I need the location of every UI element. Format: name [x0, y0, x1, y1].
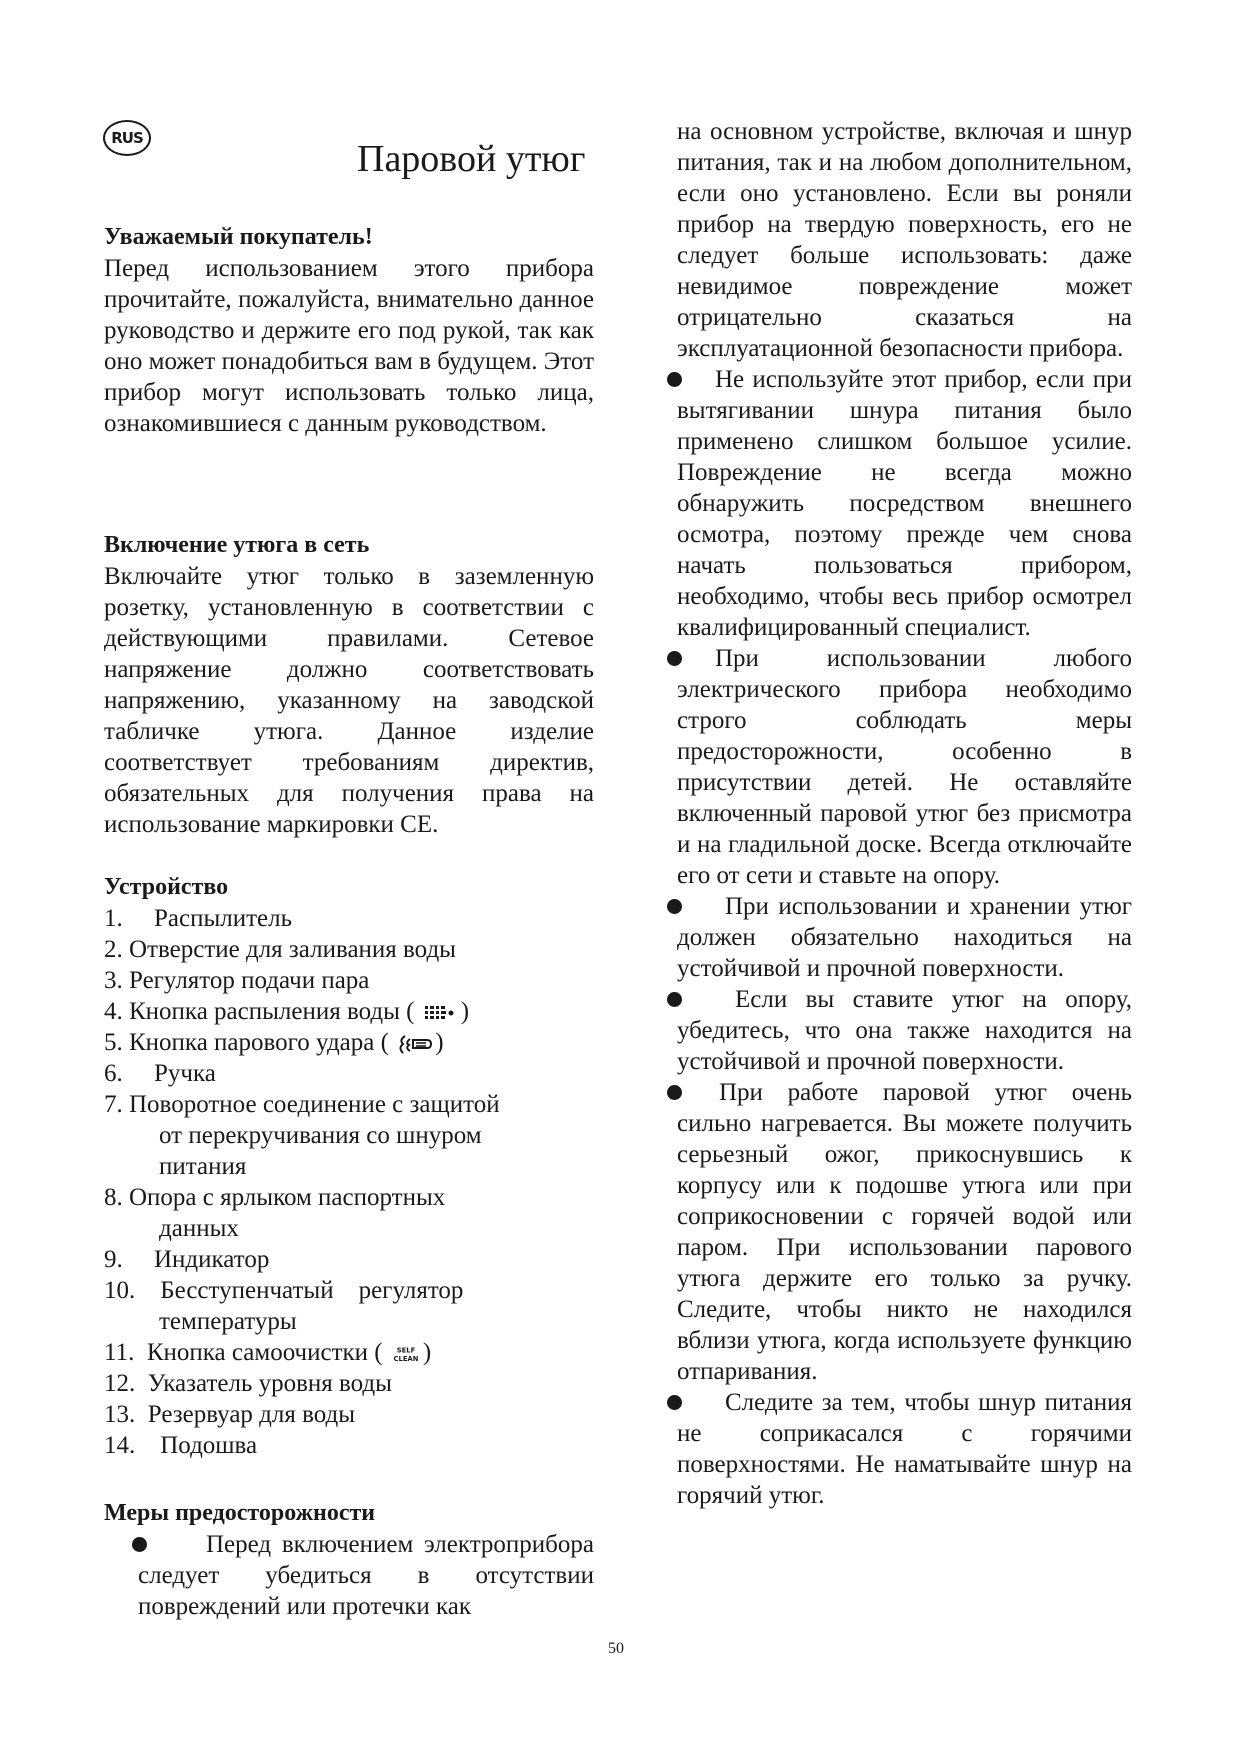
- bullet-dot: [132, 1537, 147, 1552]
- bullet-dot: [667, 651, 682, 666]
- device-parts-list: [104, 903, 594, 1461]
- list-item: 12. Указатель уровня воды: [104, 1370, 392, 1397]
- intro-section: [104, 222, 594, 439]
- safety-bullet-7: Следите за тем, чтобы шнур питания не соприкасался с горячими поверхностями. Не наматывайте шнур на горячий утюг.: [677, 1387, 1132, 1511]
- spray-icon: [421, 1000, 461, 1026]
- list-item: 5. Кнопка парового удара ( ): [104, 1029, 444, 1056]
- self-clean-icon: [389, 1341, 423, 1367]
- list-item: 10. Бесступенчатый регулятор температуры: [104, 1277, 464, 1335]
- safety-bullet-3: При использовании любого электрического прибора необходимо строго соблюдать меры предосторожности, особенно в присутствии детей. Не оставляйте включенный паровой утюг без присмотра и на гладильной доске. Всегда отключайте его от сети и ставьте на опору.: [677, 643, 1132, 891]
- list-item: 11. Кнопка самоочистки ( SELF CLEAN ): [104, 1339, 432, 1366]
- list-item: 2. Отверстие для заливания воды: [104, 936, 456, 963]
- device-section: [104, 872, 594, 1461]
- bullet-dot: [667, 1085, 682, 1100]
- safety-bullet-5: Если вы ставите утюг на опору, убедитесь, что она также находится на устойчивой и прочной поверхности.: [677, 984, 1132, 1077]
- svg-text:SELF: SELF: [396, 1346, 416, 1355]
- safety-bullet-1-continued: на основном устройстве, включая и шнур питания, так и на любом дополнительном, если оно установлено. Если вы роняли прибор на твердую поверхность, его не следует больше использовать: даже невидимое повреждение может отрицательно сказаться на эксплуатационной безопасности прибора.: [677, 118, 1132, 362]
- safety-heading: Меры предосторожности: [104, 1500, 376, 1526]
- rus-language-logo: RUS: [103, 120, 151, 156]
- power-text: Включайте утюг только в заземленную розетку, установленную в соответствии с действующими правилами. Сетевое напряжение должно соответствовать напряжению, указанному на заводской табличке утюга. Данное изделие соответствует требованиям директив, обязательных для получения права на использование маркировки CE.: [104, 563, 594, 838]
- device-heading: Устройство: [104, 874, 229, 900]
- safety-bullet-4: При использовании и хранении утюг должен обязательно находиться на устойчивой и прочной поверхности.: [677, 891, 1132, 984]
- page-number: 50: [608, 1640, 624, 1657]
- list-item: 6. Ручка: [104, 1060, 216, 1087]
- safety-continued: [677, 116, 1132, 1511]
- safety-bullet-2: Не используйте этот прибор, если при вытягивании шнура питания было применено слишком большое усилие. Повреждение не всегда можно обнаружить посредством внешнего осмотра, поэтому прежде чем снова начать пользоваться прибором, необходимо, чтобы весь прибор осмотрел квалифицированный специалист.: [677, 364, 1132, 643]
- safety-bullet-1: Перед включением электроприбора следует убедиться в отсутствии повреждений или протечки как: [104, 1529, 594, 1622]
- list-item: 3. Регулятор подачи пара: [104, 967, 370, 994]
- intro-heading: Уважаемый покупатель!: [104, 224, 373, 250]
- bullet-dot: [667, 372, 682, 387]
- list-item: 9. Индикатор: [104, 1246, 270, 1273]
- bullet-dot: [667, 992, 682, 1007]
- list-item: 4. Кнопка распыления воды ( ): [104, 998, 470, 1025]
- power-section: [104, 530, 594, 840]
- page-title: Паровой утюг: [357, 138, 586, 181]
- bullet-dot: [667, 899, 682, 914]
- safety-bullet-6: При работе паровой утюг очень сильно нагревается. Вы можете получить серьезный ожог, прикоснувшись к корпусу или к подошве утюга или при соприкосновении с горячей водой или паром. При использовании парового утюга держите его только за ручку. Следите, чтобы никто не находился вблизи утюга, когда используете функцию отпаривания.: [677, 1077, 1132, 1387]
- svg-text:CLEAN: CLEAN: [393, 1355, 419, 1364]
- list-item: 14. Подошва: [104, 1432, 258, 1459]
- list-item: 7. Поворотное соединение с защитой от перекручивания со шнуром питания: [104, 1091, 500, 1180]
- power-heading: Включение утюга в сеть: [104, 532, 370, 558]
- bullet-dot: [667, 1395, 682, 1410]
- safety-section: [104, 1498, 594, 1622]
- steam-burst-icon: [395, 1031, 435, 1057]
- list-item: 8. Опора с ярлыком паспортных данных: [104, 1184, 446, 1242]
- intro-text: Перед использованием этого прибора прочитайте, пожалуйста, внимательно данное руководство и держите его под рукой, так как оно может понадобиться вам в будущем. Этот прибор могут использовать только лица, ознакомившиеся с данным руководством.: [104, 255, 594, 437]
- list-item: 1. Распылитель: [104, 905, 293, 932]
- list-item: 13. Резервуар для воды: [104, 1401, 356, 1428]
